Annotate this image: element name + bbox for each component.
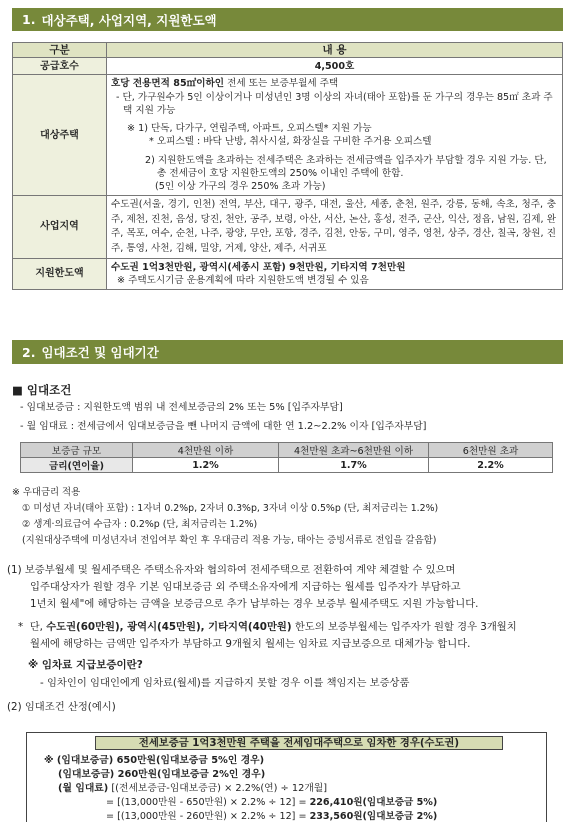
note1-line-1: (1) 보증부월세 및 월세주택은 주택소유자와 협의하여 전세주택으로 전환하여 계약 체결할 수 있으며 xyxy=(7,564,456,576)
rate-header-cell: 6천만원 초과 xyxy=(429,443,553,458)
target-line-1 xyxy=(111,77,556,90)
limit-note: ※ 주택도시기금 운용계획에 따라 지원한도액 변경될 수 있음 xyxy=(117,275,369,287)
limit-amounts: 수도권 1억3천만원, 광역시(세종시 포함) 9천만원, 기타지역 7천만원 xyxy=(111,261,406,273)
table-row-supply xyxy=(13,58,563,75)
preferential-rate-title: ※ 우대금리 적용 xyxy=(12,487,81,498)
guarantee-title: ※ 임차료 지급보증이란? xyxy=(28,659,143,671)
target-line-2: - 단, 가구원수가 5인 이상이거나 미성년인 3명 이상의 자녀(태아 포함)를 둔 가구의 경우는 85㎡ 초과 주택 지원 가능 xyxy=(116,91,553,116)
interest-rate-table xyxy=(20,442,553,473)
header-content: 내 용 xyxy=(107,43,563,58)
table-header-row xyxy=(13,43,563,58)
monthly-rent-label: (월 임대료) xyxy=(58,783,109,794)
example-box-title: 전세보증금 1억3천만원 주택을 전세임대주택으로 임차한 경우(수도권) xyxy=(95,736,503,750)
note1-line-2: 입주대상자가 원할 경우 기본 임대보증금 외 주택소유자에게 지급하는 월세를 입주자가 부담하고 xyxy=(30,581,461,593)
note1-line-3: 1년치 월세"에 해당하는 금액을 보증금으로 추가 납부하는 경우 보증부 월세주택도 지원 가능합니다. xyxy=(30,598,479,610)
example-line-2: (임대보증금) 260만원(임대보증금 2%인 경우) xyxy=(58,769,266,780)
supply-value: 4,500호 xyxy=(107,58,563,75)
rate-value: 2.2% xyxy=(429,458,553,473)
example-line-5 xyxy=(106,808,437,822)
rate-header-cell: 4천만원 이하 xyxy=(133,443,279,458)
target-line-3: ※ 1) 단독, 다가구, 연립주택, 아파트, 오피스텔* 지원 가능 xyxy=(127,123,372,135)
target-line-5: 2) 지원한도액을 초과하는 전세주택은 초과하는 전세금액을 입주자가 부담할 경우 지원 가능. 단, 총 전세금이 호당 지원한도액의 250% 이내인 주택에 한함. xyxy=(145,154,547,179)
note2-mark: * xyxy=(18,621,24,633)
example-line-1: ※ (임대보증금) 650만원(임대보증금 5%인 경우) xyxy=(44,755,265,766)
calc-result-5pct: 226,410원(임대보증금 5%) xyxy=(309,797,438,808)
note2-prefix: 단, xyxy=(29,621,47,633)
table-row-limit xyxy=(13,258,563,289)
calc-formula-2pct: = [(13,000만원 - 260만원) × 2.2% ÷ 12] = xyxy=(106,811,310,822)
target-line-6: (5인 이상 가구의 경우 250% 초과 가능) xyxy=(155,181,326,193)
rate-header-row xyxy=(21,443,553,458)
preferential-rate-line-1: ① 미성년 자녀(태아 포함) : 1자녀 0.2%p, 2자녀 0.3%p, 3자녀 이상 0.5%p (단, 최저금리는 1.2%) xyxy=(22,503,439,514)
header-category: 구분 xyxy=(13,43,107,58)
calc-formula-5pct: = [(13,000만원 - 650만원) × 2.2% ÷ 12] = xyxy=(106,797,310,808)
region-list: 수도권(서울, 경기, 인천) 전역, 부산, 대구, 광주, 대전, 울산, 세종, 춘천, 원주, 강릉, 동해, 속초, 청주, 충주, 제천, 진천, 음성, 당진, 천안, 공주, 보령, 아산, 서산, 논산, 홍성, 전주, 군산, 익산, 정읍, 남원, 김제, 완주, 목포, 여수, 순천, 나주, 광양, 무안, 포항, 경주, 김천, 안동, 구미, 영주, 영천, 상주, 경산, 칠곡, 창원, 진주, 통영, 사천, 김해, 밀양, 거제, 양산, 제주, 서귀포 xyxy=(107,196,563,259)
rate-value: 1.2% xyxy=(133,458,279,473)
section-number: 1. xyxy=(22,12,36,27)
rate-header-cell: 보증금 규모 xyxy=(21,443,133,458)
target-line-4: * 오피스텔 : 바닥 난방, 취사시설, 화장실을 구비한 주거용 오피스텔 xyxy=(149,136,432,148)
rate-value-row xyxy=(21,458,553,473)
area-limit-text: 호당 전용면적 85㎡이하인 xyxy=(111,78,225,90)
row-label: 대상주택 xyxy=(13,75,107,196)
section-title: 대상주택, 사업지역, 지원한도액 xyxy=(41,12,217,28)
section-header-2 xyxy=(12,340,563,364)
section-title: 임대조건 및 임대기간 xyxy=(41,345,159,360)
example-line-3 xyxy=(58,780,327,794)
monthly-rent-formula: [(전세보증금-임대보증금) × 2.2%(연) ÷ 12개월] xyxy=(108,783,328,794)
monthly-rent-line: - 월 임대료 : 전세금에서 임대보증금을 뺀 나머지 금액에 대한 연 1.2~2.2% 이자 [입주자부담] xyxy=(20,421,427,432)
calc-result-2pct: 233,560원(임대보증금 2%) xyxy=(309,811,438,822)
deposit-line: - 임대보증금 : 지원한도액 범위 내 전세보증금의 2% 또는 5% [입주자부담] xyxy=(20,402,343,413)
preferential-rate-line-3: (지원대상주택에 미성년자녀 전입여부 확인 후 우대금리 적용 가능, 태아는 증빙서류로 전입을 갈음함) xyxy=(22,535,437,546)
calc-heading: (2) 임대조건 산정(예시) xyxy=(7,701,116,713)
target-content xyxy=(107,75,563,196)
example-line-4 xyxy=(106,794,437,808)
rate-header-cell: 4천만원 초과~6천만원 이하 xyxy=(279,443,429,458)
rate-row-label: 금리(연이율) xyxy=(21,458,133,473)
section-header-1 xyxy=(12,8,563,31)
eligibility-table xyxy=(12,42,563,290)
note2-line-2: 월세에 해당하는 금액만 입주자가 부담하고 9개월치 월세는 임차료 지급보증으로 대체가능 합니다. xyxy=(30,638,471,650)
guarantee-desc: - 임차인이 임대인에게 임차료(월세)를 지급하지 못할 경우 이를 책임지는 보증상품 xyxy=(40,677,410,689)
preferential-rate-line-2: ② 생계·의료급여 수급자 : 0.2%p (단, 최저금리는 1.2%) xyxy=(22,519,258,530)
rent-conditions-heading: ■ 임대조건 xyxy=(12,383,72,397)
row-label: 지원한도액 xyxy=(13,258,107,289)
note2-line-1 xyxy=(18,618,517,633)
section-number: 2. xyxy=(22,344,36,360)
note2-limits: 수도권(60만원), 광역시(45만원), 기타지역(40만원) xyxy=(46,621,292,633)
rent-type-text: 전세 또는 보증부월세 주택 xyxy=(224,78,339,90)
limit-content xyxy=(107,258,563,289)
table-row-target xyxy=(13,75,563,196)
note2-rest: 한도의 보증부월세는 입주자가 원할 경우 3개월치 xyxy=(291,621,517,633)
row-label: 사업지역 xyxy=(13,196,107,259)
row-label: 공급호수 xyxy=(13,58,107,75)
rate-value: 1.7% xyxy=(279,458,429,473)
table-row-region xyxy=(13,196,563,259)
